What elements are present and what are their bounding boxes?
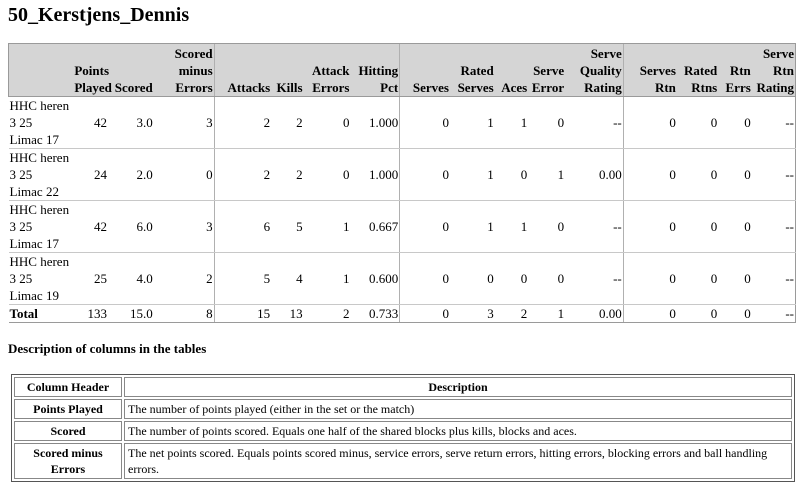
stat-cell: 0 [623,201,677,253]
stat-cell: 1 [450,149,495,201]
header-cell: Attack Errors [304,44,351,97]
stat-cell: -- [752,253,796,305]
stat-cell: -- [752,149,796,201]
column-description: The net points scored. Equals points scored minus, service errors, serve return errors, hitting errors, blocking errors and ball handling errors. [124,443,792,479]
stat-cell: 2 [154,253,214,305]
header-cell: Aces [495,44,529,97]
stat-cell: 0 [495,149,529,201]
stat-cell: 0 [450,253,495,305]
header-cell: Serve Quality Rating [565,44,623,97]
total-cell: -- [752,305,796,323]
stat-cell: 2.0 [108,149,154,201]
total-cell: 0 [718,305,752,323]
description-header-row [14,377,792,397]
stats-header-row [9,44,796,97]
total-cell: 0.00 [565,305,623,323]
game-label-line: HHC heren [9,202,70,217]
column-name: Scored [14,421,122,441]
header-cell: Attacks [214,44,271,97]
stat-cell: 0 [623,97,677,149]
stat-cell: 1 [495,201,529,253]
stat-cell: 0 [677,201,718,253]
column-header-heading: Column Header [14,377,122,397]
stat-cell: 0 [400,149,450,201]
stat-cell: 0 [304,149,351,201]
stat-cell: 0 [495,253,529,305]
game-label-line: 3 25 [9,219,33,234]
stat-cell: 42 [73,201,108,253]
stat-cell: 2 [214,97,271,149]
stat-cell: 3 [154,97,214,149]
total-cell: 0.733 [351,305,400,323]
game-row [9,201,796,253]
description-row [14,399,792,419]
stat-cell: 0 [718,149,752,201]
stat-cell: 1 [450,201,495,253]
game-row [9,97,796,149]
header-cell: Serve Error [528,44,565,97]
game-label-line: Limac 17 [9,236,59,251]
total-cell: 15 [214,305,271,323]
stat-cell: 4.0 [108,253,154,305]
header-cell: Scored [108,44,154,97]
player-stats-table [8,43,796,323]
game-label [9,97,74,149]
game-label-line: HHC heren [9,254,70,269]
header-cell: Rtn Errs [718,44,752,97]
page-title: 50_Kerstjens_Dennis [8,4,190,26]
stat-cell: 1 [304,201,351,253]
stat-cell: 6 [214,201,271,253]
stat-cell: 3 [154,201,214,253]
game-label-line: Limac 22 [9,184,59,199]
stat-cell: 2 [271,97,303,149]
stat-cell: 4 [271,253,303,305]
total-row [9,305,796,323]
column-description: The number of points scored. Equals one half of the shared blocks plus kills, blocks and aces. [124,421,792,441]
stat-cell: -- [752,97,796,149]
stat-cell: 1 [495,97,529,149]
total-cell: 0 [400,305,450,323]
column-description: The number of points played (either in the set or the match) [124,399,792,419]
stat-cell: 1.000 [351,97,400,149]
header-cell: Rated Serves [450,44,495,97]
game-row [9,253,796,305]
stat-cell: 0 [400,201,450,253]
game-label [9,253,74,305]
total-cell: 8 [154,305,214,323]
header-cell [9,44,74,97]
game-label-line: HHC heren [9,150,70,165]
game-label-line: Limac 17 [9,132,59,147]
header-cell: Serves Rtn [623,44,677,97]
total-cell: 13 [271,305,303,323]
stat-cell: 2 [214,149,271,201]
header-cell: Hitting Pct [351,44,400,97]
stat-cell: 5 [214,253,271,305]
total-cell: 2 [495,305,529,323]
stat-cell: 0.00 [565,149,623,201]
stat-cell: -- [565,253,623,305]
stat-cell: 0 [718,201,752,253]
header-cell: Serve Rtn Rating [752,44,796,97]
game-row [9,149,796,201]
description-heading: Description of columns in the tables [8,341,207,356]
header-cell: Serves [400,44,450,97]
stat-cell: 0 [528,97,565,149]
stat-cell: 0 [718,97,752,149]
stat-cell: 24 [73,149,108,201]
stat-cell: 0 [400,253,450,305]
header-cell: Scored minus Errors [154,44,214,97]
stat-cell: 0 [677,253,718,305]
game-label-line: 3 25 [9,167,33,182]
stat-cell: 0 [623,149,677,201]
stat-cell: 0 [528,201,565,253]
total-cell: 2 [304,305,351,323]
header-cell: Kills [271,44,303,97]
stat-cell: 0.667 [351,201,400,253]
game-label [9,149,74,201]
description-row [14,421,792,441]
stat-cell: 2 [271,149,303,201]
stat-cell: 0 [677,149,718,201]
column-name: Points Played [14,399,122,419]
stat-cell: 1.000 [351,149,400,201]
stat-cell: 0 [718,253,752,305]
stat-cell: 1 [304,253,351,305]
description-heading-cell: Description [124,377,792,397]
stat-cell: 5 [271,201,303,253]
total-cell: 15.0 [108,305,154,323]
stat-cell: 25 [73,253,108,305]
stat-cell: 42 [73,97,108,149]
stat-cell: 0 [677,97,718,149]
description-row [14,443,792,479]
stat-cell: 0 [528,253,565,305]
stat-cell: -- [752,201,796,253]
stat-cell: -- [565,97,623,149]
total-cell: 0 [623,305,677,323]
total-cell: 133 [73,305,108,323]
stat-cell: 0 [623,253,677,305]
game-label [9,201,74,253]
stat-cell: 6.0 [108,201,154,253]
stat-cell: 0.600 [351,253,400,305]
game-label-line: HHC heren [9,98,70,113]
stat-cell: 1 [528,149,565,201]
game-label-line: Limac 19 [9,288,59,303]
stat-cell: -- [565,201,623,253]
total-cell: 1 [528,305,565,323]
column-description-table [11,374,795,482]
column-name: Scored minus Errors [14,443,122,479]
total-cell: 0 [677,305,718,323]
total-cell: 3 [450,305,495,323]
stat-cell: 1 [450,97,495,149]
header-cell: Points Played [73,44,108,97]
stat-cell: 3.0 [108,97,154,149]
total-label: Total [9,305,74,323]
stat-cell: 0 [154,149,214,201]
header-cell: Rated Rtns [677,44,718,97]
game-label-line: 3 25 [9,271,33,286]
stat-cell: 0 [304,97,351,149]
game-label-line: 3 25 [9,115,33,130]
stat-cell: 0 [400,97,450,149]
